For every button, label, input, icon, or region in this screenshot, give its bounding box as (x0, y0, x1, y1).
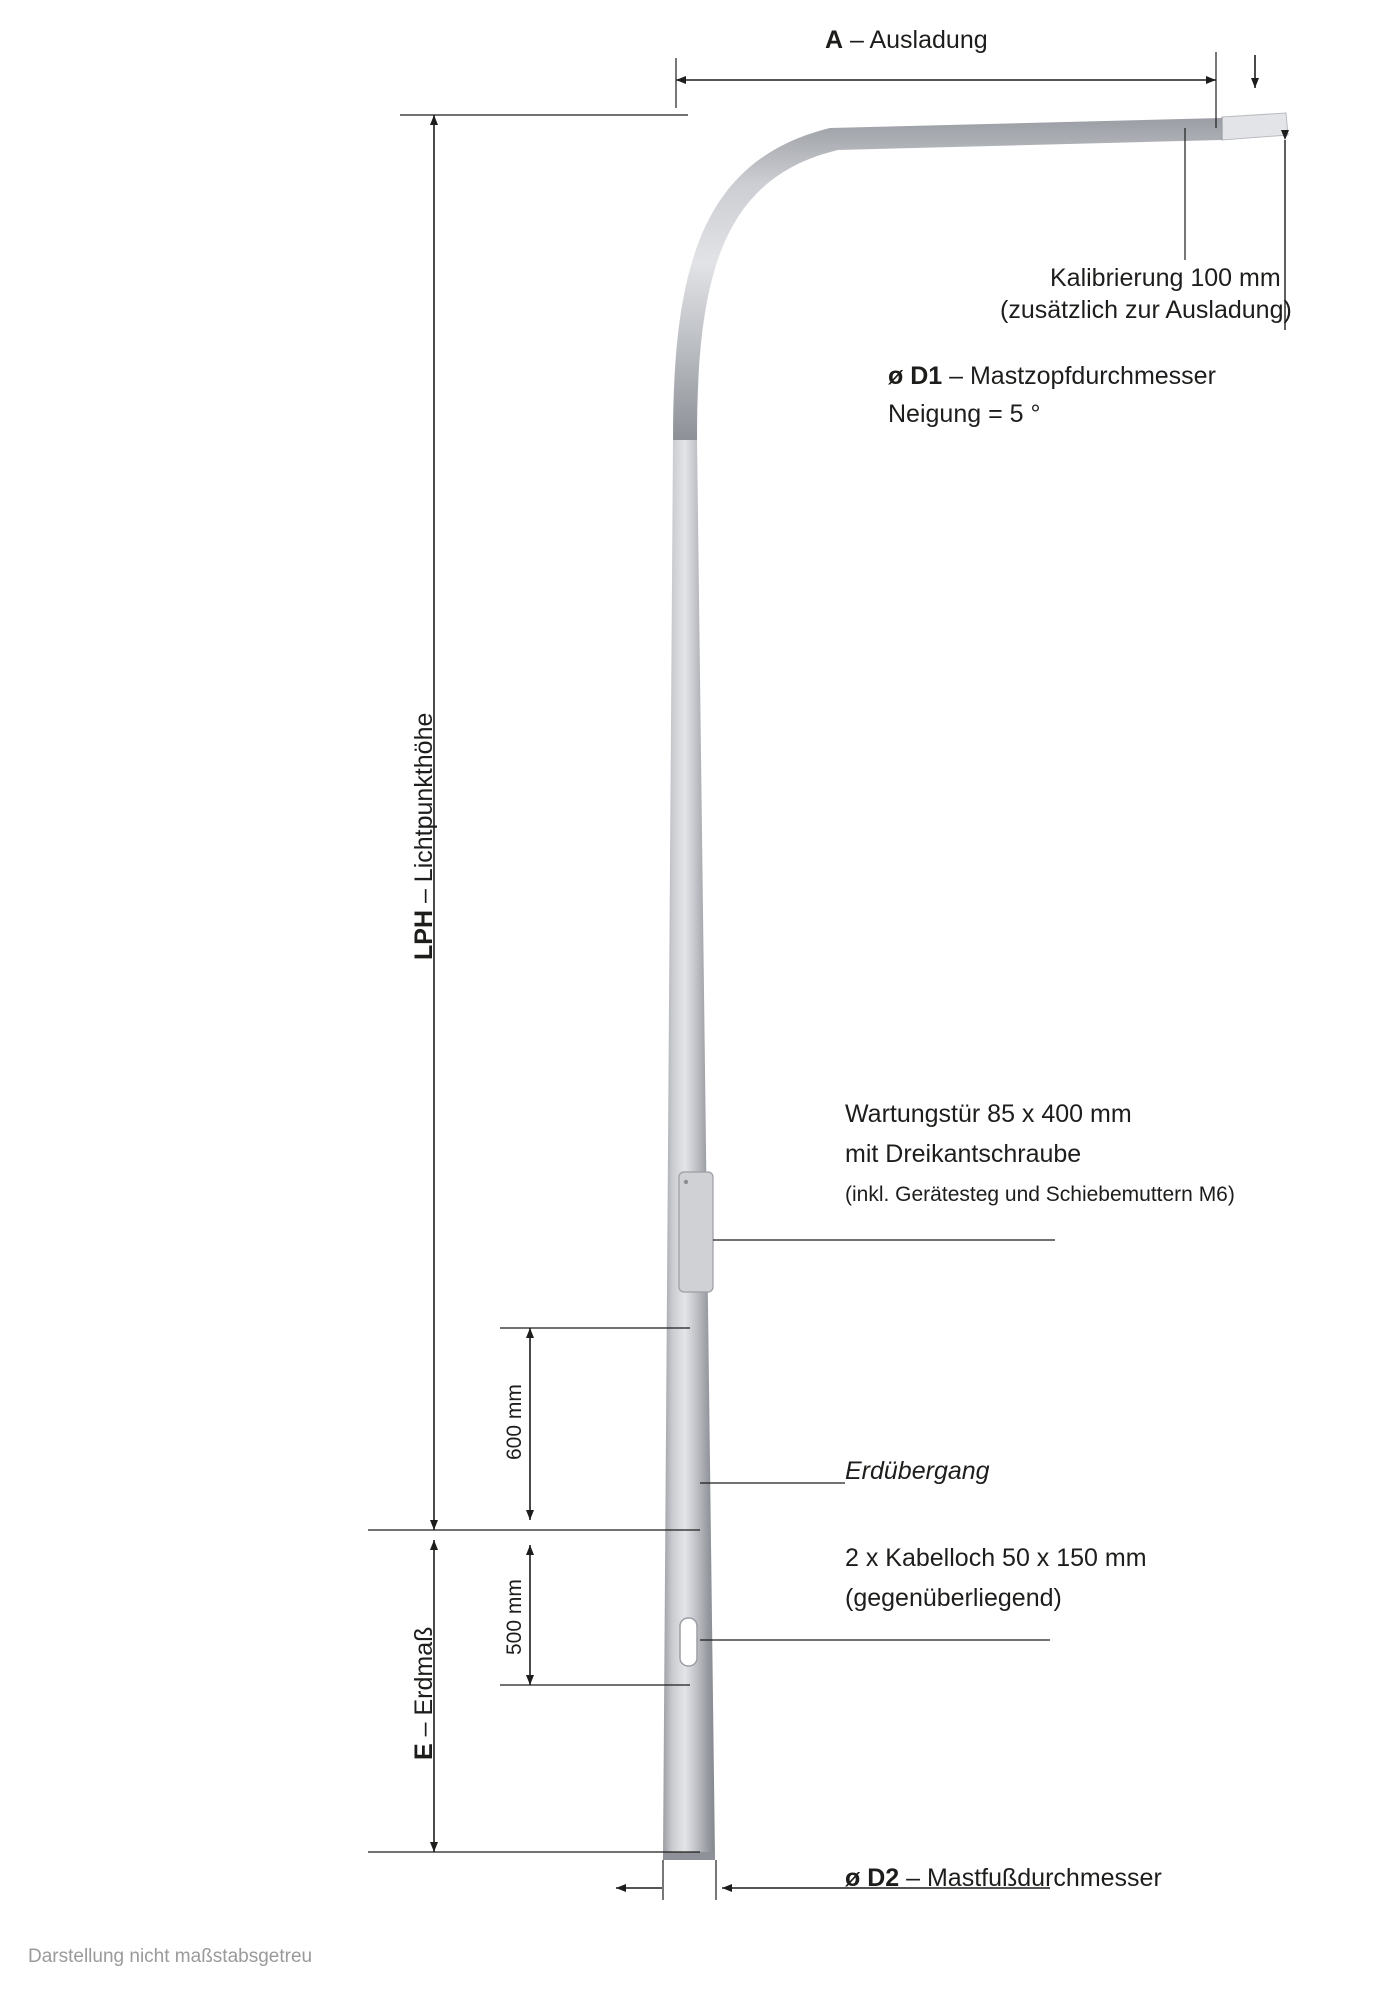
label-calibration-line1: Kalibrierung 100 mm (1050, 264, 1281, 292)
label-base-diameter: ø D2 – Mastfußdurchmesser (845, 1864, 1162, 1892)
label-cable-hole-line1: 2 x Kabelloch 50 x 150 mm (845, 1544, 1147, 1572)
label-light-point-height: LPH – Lichtpunkthöhe (410, 712, 438, 960)
label-service-door-line1: Wartungstür 85 x 400 mm (845, 1100, 1132, 1128)
label-ausladung: A – Ausladung (825, 26, 988, 54)
label-dim-600: 600 mm (503, 1384, 526, 1460)
cable-hole-shape (680, 1618, 697, 1666)
label-top-diameter: ø D1 – Mastzopfdurchmesser (888, 362, 1216, 390)
footnote-scale-note: Darstellung nicht maßstabsgetreu (28, 1946, 313, 1967)
label-inclination: Neigung = 5 ° (888, 400, 1041, 428)
label-service-door-line3: (inkl. Gerätesteg und Schiebemuttern M6) (845, 1183, 1235, 1206)
label-service-door-line2: mit Dreikantschraube (845, 1140, 1082, 1168)
label-ground-measure: E – Erdmaß (410, 1626, 438, 1760)
service-door-shape (679, 1172, 713, 1292)
label-ground-transition: Erdübergang (845, 1457, 990, 1485)
label-cable-hole-line2: (gegenüberliegend) (845, 1584, 1062, 1612)
label-dim-500: 500 mm (503, 1579, 526, 1655)
label-calibration-line2: (zusätzlich zur Ausladung) (1000, 296, 1292, 324)
